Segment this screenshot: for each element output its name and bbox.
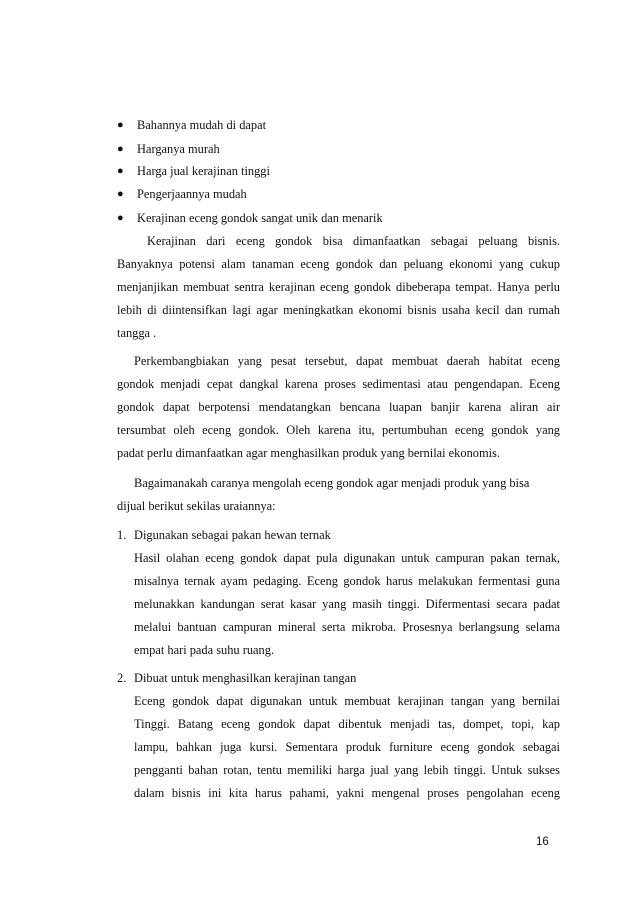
item-title: Dibuat untuk menghasilkan kerajinan tangan (134, 671, 357, 685)
bullet-icon: ● (117, 119, 124, 131)
paragraph-line: lebih di diintensifkan lagi agar meningkatkan ekonomi bisnis usaha kecil dan rumah (117, 303, 560, 317)
item-line: Eceng gondok dapat digunakan untuk membuat kerajinan tangan yang bernilai (134, 694, 560, 708)
bullet-item: Harganya murah (137, 142, 220, 156)
bullet-icon: ● (117, 143, 124, 155)
paragraph-line: tersumbat oleh eceng gondok. Oleh karena itu, pertumbuhan eceng gondok yang (117, 423, 560, 437)
item-line: Hasil olahan eceng gondok dapat pula digunakan untuk campuran pakan ternak, (134, 551, 560, 565)
paragraph-line: Perkembangbiakan yang pesat tersebut, dapat membuat daerah habitat eceng (134, 354, 560, 368)
item-number: 1. (117, 528, 127, 542)
item-line: empat hari pada suhu ruang. (134, 643, 275, 657)
item-line: dalam bisnis ini kita harus pahami, yakni mengenal proses pengolahan eceng (134, 786, 560, 800)
paragraph-line: menjanjikan membuat sentra kerajinan eceng gondok dibeberapa tempat. Hanya perlu (117, 280, 560, 294)
paragraph-line: gondok dapat berpotensi mendatangkan bencana luapan banjir karena aliran air (117, 400, 560, 414)
bullet-item: Kerajinan eceng gondok sangat unik dan menarik (137, 211, 383, 225)
bullet-item: Harga jual kerajinan tinggi (137, 164, 270, 178)
item-line: lampu, bahkan juga kursi. Sementara produk furniture eceng gondok sebagai (134, 740, 560, 754)
paragraph-line: dijual berikut sekilas uraiannya: (117, 499, 276, 513)
bullet-item: Bahannya mudah di dapat (137, 118, 267, 132)
item-line: pengganti bahan rotan, tentu memiliki harga jual yang lebih tinggi. Untuk sukses (134, 763, 560, 777)
paragraph-line: Banyaknya potensi alam tanaman eceng gondok dan peluang ekonomi yang cukup (117, 257, 560, 271)
paragraph-line: Kerajinan dari eceng gondok bisa dimanfaatkan sebagai peluang bisnis. (147, 234, 560, 248)
paragraph-line: Bagaimanakah caranya mengolah eceng gondok agar menjadi produk yang bisa (134, 476, 530, 490)
paragraph-line: padat perlu dimanfaatkan agar menghasilkan produk yang bernilai ekonomis. (117, 446, 500, 460)
paragraph-line: gondok menjadi cepat dangkal karena proses sedimentasi atau pengendapan. Eceng (117, 377, 560, 391)
item-line: Tinggi. Batang eceng gondok dapat dibentuk menjadi tas, dompet, topi, kap (134, 717, 560, 731)
bullet-item: Pengerjaannya mudah (137, 187, 247, 201)
bullet-icon: ● (117, 188, 124, 200)
item-title: Digunakan sebagai pakan hewan ternak (134, 528, 331, 542)
bullet-icon: ● (117, 165, 124, 177)
page-number: 16 (536, 836, 549, 848)
item-number: 2. (117, 671, 127, 685)
item-line: misalnya ternak ayam pedaging. Eceng gondok harus melakukan fermentasi guna (134, 574, 560, 588)
bullet-icon: ● (117, 212, 124, 224)
paragraph-line: tangga . (117, 326, 157, 340)
item-line: melunakkan kandungan serat kasar yang masih tinggi. Difermentasi secara padat (134, 597, 560, 611)
item-line: melalui bantuan campuran mineral serta mikroba. Prosesnya berlangsung selama (134, 620, 560, 634)
